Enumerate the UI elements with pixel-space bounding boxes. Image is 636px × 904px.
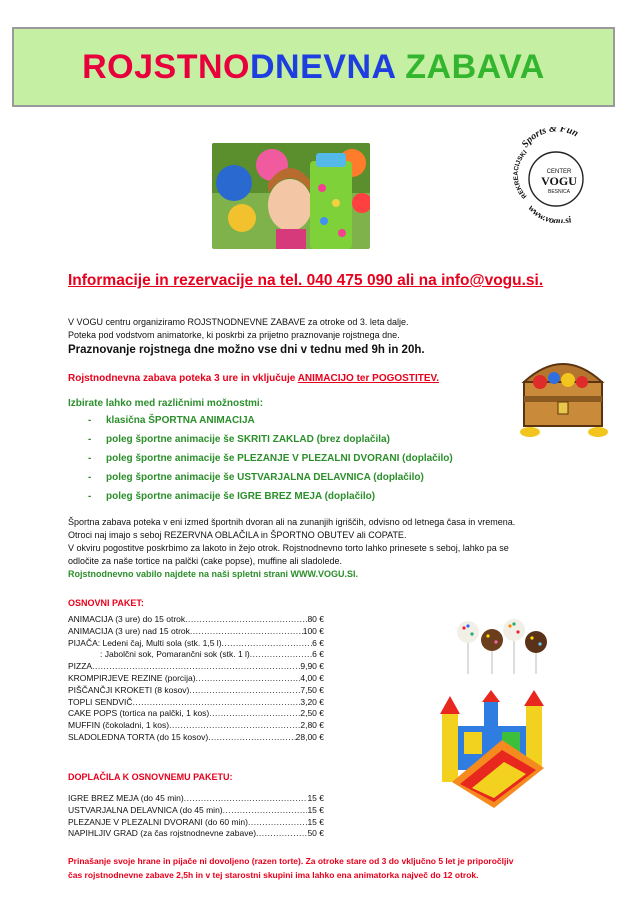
item-price: 80 € [307, 614, 324, 624]
birthday-photo [212, 143, 370, 249]
notice-section [68, 854, 513, 882]
invitation-link-text: Rojstnodnevno vabilo najdete na naši spletni strani WWW.VOGU.SI. [68, 569, 359, 579]
item-price: 9,90 € [300, 661, 324, 672]
price-row [68, 673, 324, 685]
cake-pops-image [448, 616, 554, 676]
intro-section [68, 316, 425, 356]
contact-info: Informacije in rezervacije na tel. 040 475 090 ali na info@vogu.si. [68, 272, 544, 289]
item-price: 6 € [312, 649, 324, 660]
item-label: TOPLI SENDVIČ [68, 696, 133, 707]
item-price: 3,20 € [300, 696, 324, 707]
details-section [68, 516, 515, 581]
vogu-logo [508, 127, 604, 223]
notice-line-2: čas rojstnodnevne zabave 2,5h in v tej starostni skupini ima lahko ena animatorka največ do 12 otrok. [68, 870, 479, 880]
page-title [82, 48, 545, 87]
price-row [68, 661, 324, 673]
details-line-3: V okviru pogostitve poskrbimo za lakoto in žejo otrok. Rojstnodnevno torto lahko prinesete s seboj, lahko pa se [68, 543, 509, 553]
item-label: PIJAČA: Ledeni čaj, Multi sola (stk. 1,5 l) [68, 637, 222, 648]
price-row [68, 685, 324, 697]
item-label: PLEZANJE V PLEZALNI DVORANI (do 60 min) [68, 816, 248, 827]
notice-line-1: Prinašanje svoje hrane in pijače ni dovoljeno (razen torte). Za otroke stare od 3 do vključno 5 let je priporočljiv [68, 856, 514, 866]
item-price: 4,00 € [300, 672, 324, 683]
extras-heading: DOPLAČILA K OSNOVNEMU PAKETU: [68, 772, 233, 782]
basic-package-list [68, 614, 324, 744]
bouncy-castle-image [432, 690, 554, 808]
logo-url: www.vogu.si [525, 203, 573, 223]
item-label: PIZZA [68, 661, 93, 672]
item-price: 2,80 € [300, 720, 324, 731]
price-row [68, 638, 324, 650]
logo-side-text: REKREACIJSKI [512, 149, 529, 200]
intro-line-2: Poteka pod vodstvom animatorke, ki poskrbi za prijetno praznovanje rojstnega dne. [68, 330, 400, 340]
item-price: 15 € [307, 793, 324, 803]
svg-text:REKREACIJSKI [513, 149, 529, 200]
item-label: NAPIHLJIV GRAD (za čas rojstnodnevne zabave) [68, 828, 257, 839]
party-text: Rojstnodnevna zabava poteka 3 ure in vključuje [68, 373, 298, 384]
item-label: SLADOLEDNA TORTA (do 15 kosov) [68, 731, 209, 742]
title-part-1: ROJSTNO [82, 47, 250, 86]
price-row [68, 708, 324, 720]
item-price: 7,50 € [300, 684, 324, 695]
price-row [68, 828, 324, 840]
item-price: 28,00 € [295, 731, 324, 742]
price-row [68, 805, 324, 817]
price-row [68, 649, 324, 661]
item-label: PIŠČANČJI KROKETI (8 kosov) [68, 684, 190, 695]
option-item: - poleg športne animacije še USTVARJALNA DELAVNICA (doplačilo) [88, 468, 453, 487]
logo-name: VOGU [541, 174, 577, 188]
details-line-4: odločite za naše tortice na palčki (cake popse), muffine ali sladolede. [68, 556, 342, 566]
item-price: 2,50 € [300, 708, 324, 719]
price-row [68, 732, 324, 744]
intro-line-1: V VOGU centru organiziramo ROJSTNODNEVNE ZABAVE za otroke od 3. leta dalje. [68, 317, 409, 327]
item-price: 15 € [307, 816, 324, 827]
item-label: ANIMACIJA (3 ure) do 15 otrok [68, 614, 186, 624]
logo-town: BESNICA [548, 189, 570, 195]
price-row [68, 626, 324, 638]
item-label: ANIMACIJA (3 ure) nad 15 otrok [68, 625, 190, 636]
basic-package-heading: OSNOVNI PAKET: [68, 598, 144, 608]
item-label: CAKE POPS (tortica na palčki, 1 kos) [68, 708, 210, 719]
item-label: IGRE BREZ MEJA (do 45 min) [68, 793, 184, 803]
intro-hours: Praznovanje rojstnega dne možno vse dni v tednu med 9h in 20h. [68, 344, 425, 356]
options-list [68, 411, 453, 506]
svg-text:Sports & Fun [520, 127, 581, 150]
price-row [68, 793, 324, 805]
price-row [68, 614, 324, 626]
title-part-3: ZABAVA [395, 47, 545, 86]
details-line-2: Otroci naj imajo s seboj REZERVNA OBLAČILA in ŠPORTNO OBUTEV ali COPATE. [68, 530, 407, 540]
extras-list [68, 793, 324, 840]
party-highlight: ANIMACIJO ter POGOSTITEV. [297, 373, 440, 384]
title-part-2: DNEVNA [249, 47, 396, 86]
options-heading: Izbirate lahko med različnimi možnostmi: [68, 398, 264, 409]
logo-center: CENTER [546, 169, 572, 175]
logo-arc-top: Sports & Fun [519, 127, 581, 150]
svg-text:www.vogu.si [526, 204, 573, 223]
item-price: 6 € [312, 637, 324, 648]
option-item: - poleg športne animacije še SKRITI ZAKLAD (brez doplačila) [88, 430, 453, 449]
treasure-chest-image [510, 352, 616, 440]
details-line-1: Športna zabava poteka v eni izmed športnih dvoran ali na zunanjih igriščih, odvisno od letnega časa in vremena. [68, 517, 516, 527]
item-label: USTVARJALNA DELAVNICA (do 45 min) [68, 804, 223, 815]
price-row [68, 720, 324, 732]
title-banner [12, 27, 615, 107]
item-price: 15 € [307, 804, 324, 815]
item-label: KROMPIRJEVE REZINE (porcija) [68, 672, 196, 683]
item-price: 50 € [307, 828, 324, 839]
party-description [68, 373, 439, 384]
item-price: 100 € [302, 625, 324, 636]
option-item: - klasična ŠPORTNA ANIMACIJA [88, 411, 453, 430]
price-row [68, 817, 324, 829]
option-item: - poleg športne animacije še PLEZANJE V PLEZALNI DVORANI (doplačilo) [88, 449, 453, 468]
options-section [68, 398, 453, 506]
item-label: : Jabolčni sok, Pomarančni sok (stk. 1 l) [100, 649, 250, 660]
option-item: - poleg športne animacije še IGRE BREZ MEJA (doplačilo) [88, 487, 453, 506]
price-row [68, 697, 324, 709]
item-label: MUFFIN (čokoladni, 1 kos) [68, 720, 170, 731]
